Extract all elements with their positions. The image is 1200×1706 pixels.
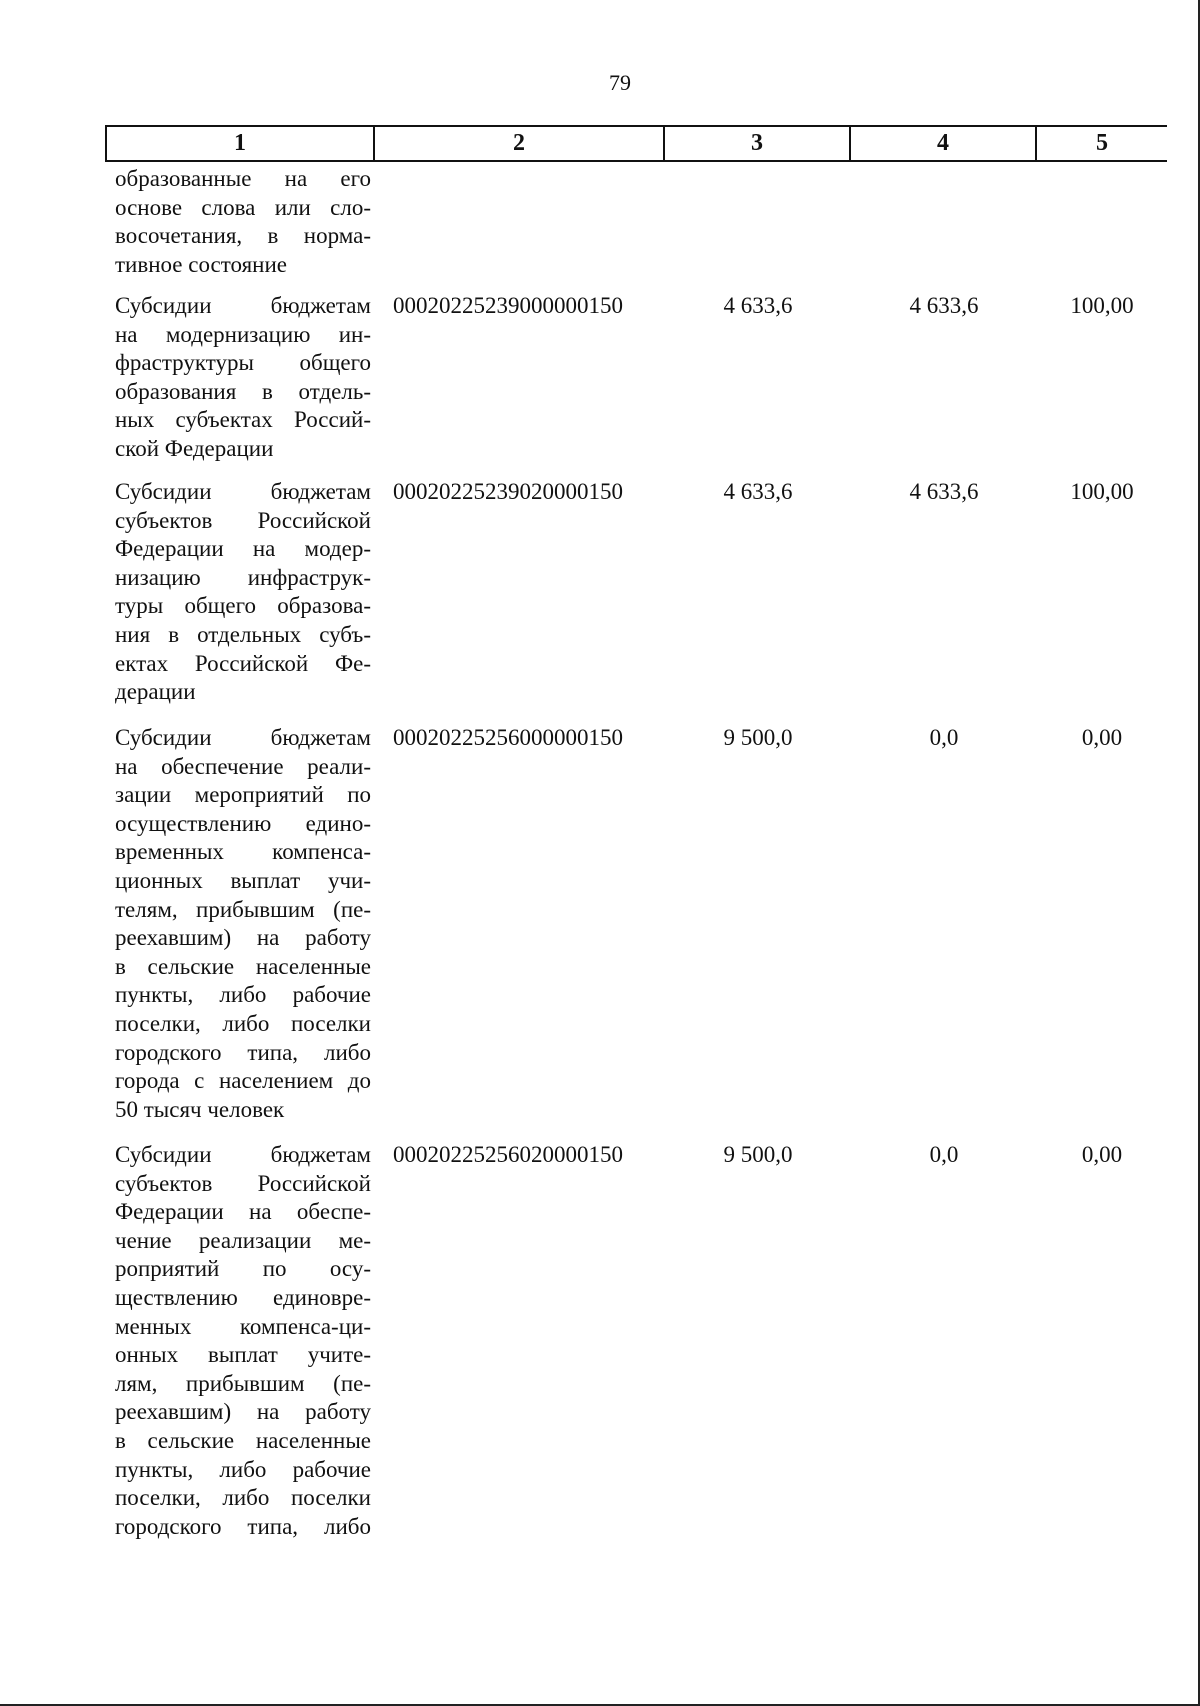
description-line: субъектов Российской bbox=[115, 1170, 371, 1196]
budget-code: 00020225239000000150 bbox=[393, 293, 623, 318]
description-line: города с населением до bbox=[115, 1068, 371, 1094]
description-line: пункты, либо рабочие bbox=[115, 982, 371, 1008]
description-line: реехавшим) на работу bbox=[115, 925, 371, 951]
description-line: низацию инфраструк- bbox=[115, 564, 371, 590]
description-line: ния в отдельных субъ- bbox=[115, 621, 371, 647]
header-col-4: 4 bbox=[851, 127, 1037, 160]
value-col-3: 9 500,0 bbox=[723, 725, 793, 750]
budget-code: 00020225239020000150 bbox=[393, 479, 623, 504]
description-line: временных компенса- bbox=[115, 839, 371, 865]
description-line: чение реализации ме- bbox=[115, 1227, 371, 1253]
description-line: городского типа, либо bbox=[115, 1039, 371, 1065]
value-col-5: 0,00 bbox=[1081, 725, 1123, 750]
description-line: Субсидии бюджетам bbox=[115, 725, 371, 750]
description-line: лям, прибывшим (пе- bbox=[115, 1370, 371, 1396]
description-line: городского типа, либо bbox=[115, 1513, 371, 1539]
value-col-4: 0,0 bbox=[929, 1142, 959, 1167]
value-col-3: 9 500,0 bbox=[723, 1142, 793, 1167]
row-description bbox=[115, 724, 371, 1124]
description-line: основе слова или сло- bbox=[115, 194, 371, 220]
description-line: ществлению единовре- bbox=[115, 1284, 371, 1310]
description-line: реехавшим) на работу bbox=[115, 1399, 371, 1425]
description-line: поселки, либо поселки bbox=[115, 1010, 371, 1036]
page-number: 79 bbox=[609, 70, 631, 95]
description-line: Субсидии бюджетам bbox=[115, 293, 371, 318]
value-col-4: 4 633,6 bbox=[909, 479, 979, 504]
description-line: Федерации на модер- bbox=[115, 536, 371, 562]
description-line: зации мероприятий по bbox=[115, 782, 371, 808]
description-line: образования в отдель- bbox=[115, 378, 371, 404]
description-line: осуществлению едино- bbox=[115, 810, 371, 836]
header-col-1: 1 bbox=[105, 127, 375, 160]
description-line: онных выплат учите- bbox=[115, 1342, 371, 1368]
value-col-3: 4 633,6 bbox=[723, 479, 793, 504]
description-line: в сельские населенные bbox=[115, 1427, 371, 1453]
description-line: на модернизацию ин- bbox=[115, 321, 371, 347]
value-col-5: 100,00 bbox=[1070, 293, 1134, 318]
description-line: ционных выплат учи- bbox=[115, 867, 371, 893]
description-line: Субсидии бюджетам bbox=[115, 479, 371, 504]
description-line: восочетания, в норма- bbox=[115, 223, 371, 249]
description-line: 50 тысяч человек bbox=[115, 1096, 285, 1122]
description-line: пункты, либо рабочие bbox=[115, 1456, 371, 1482]
description-line: Субсидии бюджетам bbox=[115, 1142, 371, 1167]
description-line: поселки, либо поселки bbox=[115, 1485, 371, 1511]
description-line: образованные на его bbox=[115, 166, 371, 191]
description-line: телям, прибывшим (пе- bbox=[115, 896, 371, 922]
description-line: менных компенса-ци- bbox=[115, 1313, 371, 1339]
row-description bbox=[115, 478, 371, 707]
description-line: в сельские населенные bbox=[115, 953, 371, 979]
description-line: роприятий по осу- bbox=[115, 1256, 371, 1282]
budget-code: 00020225256000000150 bbox=[393, 725, 623, 750]
description-line: дерации bbox=[115, 679, 196, 705]
value-col-4: 4 633,6 bbox=[909, 293, 979, 318]
description-line: туры общего образова- bbox=[115, 593, 371, 619]
description-line: ных субъектах Россий- bbox=[115, 407, 371, 433]
header-col-3: 3 bbox=[665, 127, 851, 160]
description-line: Федерации на обеспе- bbox=[115, 1199, 371, 1225]
description-line: субъектов Российской bbox=[115, 507, 371, 533]
value-col-4: 0,0 bbox=[929, 725, 959, 750]
value-col-5: 100,00 bbox=[1070, 479, 1134, 504]
description-line: ской Федерации bbox=[115, 435, 274, 461]
row-description bbox=[115, 292, 371, 464]
description-line: на обеспечение реали- bbox=[115, 753, 371, 779]
header-col-5: 5 bbox=[1096, 130, 1108, 156]
table-header bbox=[105, 125, 1167, 162]
description-line: ектах Российской Фе- bbox=[115, 650, 371, 676]
row-description bbox=[115, 1141, 371, 1541]
description-line: тивное состояние bbox=[115, 251, 287, 277]
row-description bbox=[115, 165, 371, 279]
value-col-3: 4 633,6 bbox=[723, 293, 793, 318]
description-line: фраструктуры общего bbox=[115, 350, 371, 376]
header-col-2: 2 bbox=[375, 127, 665, 160]
value-col-5: 0,00 bbox=[1081, 1142, 1123, 1167]
budget-code: 00020225256020000150 bbox=[393, 1142, 623, 1167]
